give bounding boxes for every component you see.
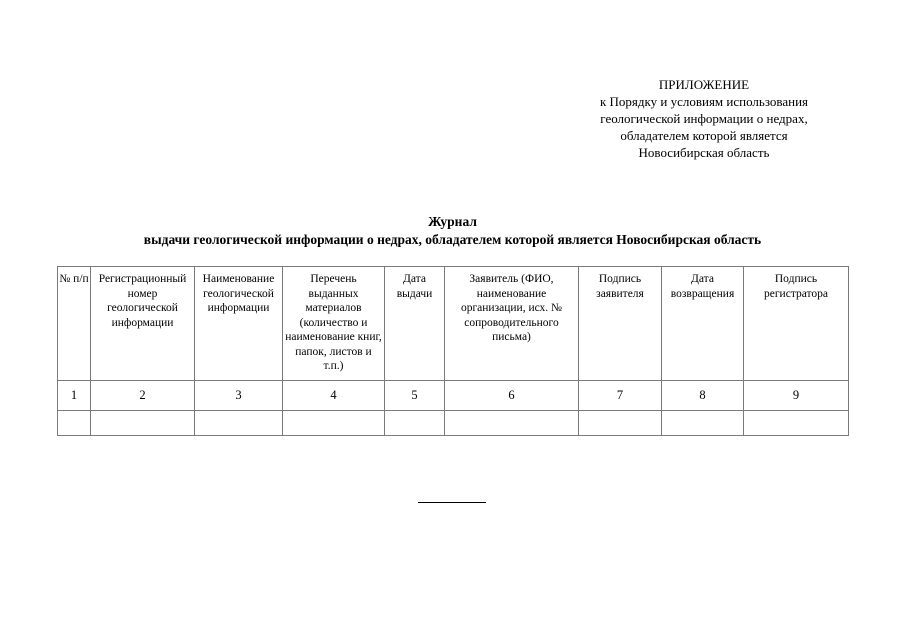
empty-cell (283, 411, 385, 436)
column-number-row (58, 381, 849, 411)
header-cell-applicant-signature: Подпись заявителя (579, 267, 662, 381)
empty-cell (445, 411, 579, 436)
journal-table (57, 266, 849, 436)
appendix-line: Новосибирская область (638, 145, 770, 160)
column-number-cell: 3 (195, 381, 283, 411)
empty-cell (385, 411, 445, 436)
appendix-heading: ПРИЛОЖЕНИЕ (658, 77, 750, 92)
column-number-cell: 9 (744, 381, 849, 411)
column-number-cell: 5 (385, 381, 445, 411)
appendix-line: к Порядку и условиям использования (599, 94, 809, 109)
column-number-cell: 6 (445, 381, 579, 411)
table-header-row (58, 267, 849, 381)
header-cell-number: № п/п (58, 267, 91, 381)
column-number-cell: 2 (91, 381, 195, 411)
empty-cell (662, 411, 744, 436)
empty-table-row (58, 411, 849, 436)
header-cell-issue-date: Дата выдачи (385, 267, 445, 381)
empty-cell (58, 411, 91, 436)
column-number-cell: 8 (662, 381, 744, 411)
appendix-block (560, 76, 848, 161)
header-cell-materials-list: Перечень выданных материалов (количество и наименование книг, папок, листов и т.п.) (283, 267, 385, 381)
journal-title: Журнал (428, 214, 477, 229)
appendix-line: геологической информации о недрах, (600, 111, 808, 126)
empty-cell (91, 411, 195, 436)
header-cell-registrar-signature: Подпись регистратора (744, 267, 849, 381)
header-cell-applicant: Заявитель (ФИО, наименование организации, исх. № сопроводительного письма) (445, 267, 579, 381)
column-number-cell: 4 (283, 381, 385, 411)
empty-cell (744, 411, 849, 436)
appendix-line: обладателем которой является (620, 128, 788, 143)
header-cell-name: Наименование геологической информации (195, 267, 283, 381)
empty-cell (195, 411, 283, 436)
end-of-document-line (418, 502, 486, 503)
column-number-cell: 7 (579, 381, 662, 411)
header-cell-registration-number: Регистрационный номер геологической информации (91, 267, 195, 381)
column-number-cell: 1 (58, 381, 91, 411)
header-cell-return-date: Дата возвращения (662, 267, 744, 381)
journal-subtitle: выдачи геологической информации о недрах, обладателем которой является Новосибирская область (143, 232, 762, 247)
empty-cell (579, 411, 662, 436)
